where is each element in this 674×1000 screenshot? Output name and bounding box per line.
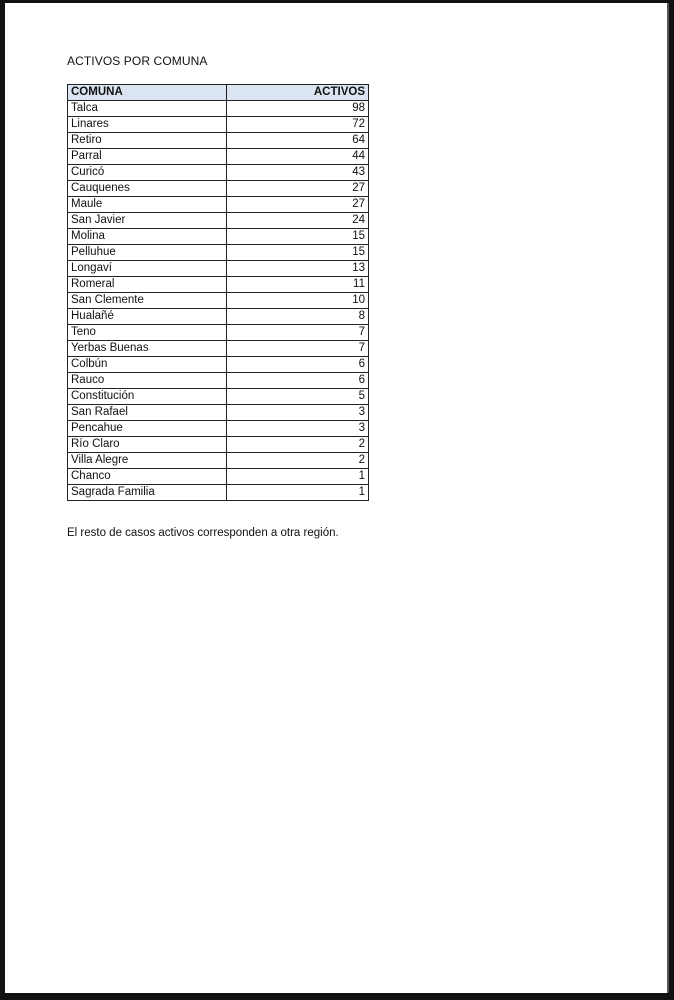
activos-cell: 10 bbox=[227, 293, 369, 309]
table-row bbox=[68, 309, 369, 325]
table-row bbox=[68, 245, 369, 261]
activos-cell: 2 bbox=[227, 453, 369, 469]
activos-cell: 44 bbox=[227, 149, 369, 165]
table-row bbox=[68, 405, 369, 421]
comuna-cell: Cauquenes bbox=[68, 181, 227, 197]
comuna-cell: San Javier bbox=[68, 213, 227, 229]
table-row bbox=[68, 357, 369, 373]
activos-cell: 43 bbox=[227, 165, 369, 181]
comuna-cell: Longaví bbox=[68, 261, 227, 277]
comuna-cell: Villa Alegre bbox=[68, 453, 227, 469]
activos-cell: 2 bbox=[227, 437, 369, 453]
table-row bbox=[68, 485, 369, 501]
comuna-cell: Rauco bbox=[68, 373, 227, 389]
comuna-cell: Maule bbox=[68, 197, 227, 213]
activos-cell: 6 bbox=[227, 357, 369, 373]
comuna-cell: Sagrada Familia bbox=[68, 485, 227, 501]
activos-table bbox=[67, 84, 369, 501]
comuna-cell: Pelluhue bbox=[68, 245, 227, 261]
document-page bbox=[5, 3, 669, 993]
table-row bbox=[68, 389, 369, 405]
comuna-cell: San Rafael bbox=[68, 405, 227, 421]
table-row bbox=[68, 101, 369, 117]
table-row bbox=[68, 181, 369, 197]
header-comuna: COMUNA bbox=[68, 85, 227, 101]
table-row bbox=[68, 229, 369, 245]
comuna-cell: Constitución bbox=[68, 389, 227, 405]
activos-cell: 3 bbox=[227, 421, 369, 437]
comuna-cell: Pencahue bbox=[68, 421, 227, 437]
comuna-cell: Retiro bbox=[68, 133, 227, 149]
table-row bbox=[68, 277, 369, 293]
activos-cell: 13 bbox=[227, 261, 369, 277]
table-row bbox=[68, 437, 369, 453]
header-activos: ACTIVOS bbox=[227, 85, 369, 101]
comuna-cell: Parral bbox=[68, 149, 227, 165]
activos-cell: 6 bbox=[227, 373, 369, 389]
table-row bbox=[68, 373, 369, 389]
comuna-cell: Romeral bbox=[68, 277, 227, 293]
table-row bbox=[68, 149, 369, 165]
activos-cell: 27 bbox=[227, 181, 369, 197]
comuna-cell: Molina bbox=[68, 229, 227, 245]
comuna-cell: Chanco bbox=[68, 469, 227, 485]
comuna-cell: Curicó bbox=[68, 165, 227, 181]
activos-cell: 64 bbox=[227, 133, 369, 149]
table-row bbox=[68, 469, 369, 485]
comuna-cell: Linares bbox=[68, 117, 227, 133]
comuna-cell: Talca bbox=[68, 101, 227, 117]
activos-cell: 11 bbox=[227, 277, 369, 293]
activos-cell: 98 bbox=[227, 101, 369, 117]
page-title: ACTIVOS POR COMUNA bbox=[67, 54, 208, 68]
activos-cell: 24 bbox=[227, 213, 369, 229]
footnote: El resto de casos activos corresponden a otra región. bbox=[67, 527, 339, 539]
table-row bbox=[68, 341, 369, 357]
table-row bbox=[68, 293, 369, 309]
table-row bbox=[68, 133, 369, 149]
table-row bbox=[68, 197, 369, 213]
comuna-cell: Río Claro bbox=[68, 437, 227, 453]
comuna-cell: San Clemente bbox=[68, 293, 227, 309]
activos-cell: 15 bbox=[227, 229, 369, 245]
activos-cell: 7 bbox=[227, 325, 369, 341]
activos-cell: 27 bbox=[227, 197, 369, 213]
table-header-row bbox=[68, 85, 369, 101]
table-row bbox=[68, 325, 369, 341]
activos-cell: 72 bbox=[227, 117, 369, 133]
table-row bbox=[68, 213, 369, 229]
table-row bbox=[68, 453, 369, 469]
activos-cell: 3 bbox=[227, 405, 369, 421]
activos-cell: 1 bbox=[227, 485, 369, 501]
table-row bbox=[68, 165, 369, 181]
comuna-cell: Hualañé bbox=[68, 309, 227, 325]
activos-cell: 7 bbox=[227, 341, 369, 357]
activos-cell: 5 bbox=[227, 389, 369, 405]
comuna-cell: Yerbas Buenas bbox=[68, 341, 227, 357]
activos-cell: 8 bbox=[227, 309, 369, 325]
comuna-cell: Teno bbox=[68, 325, 227, 341]
comuna-cell: Colbún bbox=[68, 357, 227, 373]
activos-cell: 15 bbox=[227, 245, 369, 261]
activos-cell: 1 bbox=[227, 469, 369, 485]
table-row bbox=[68, 117, 369, 133]
table-row bbox=[68, 421, 369, 437]
table-body bbox=[68, 101, 369, 501]
table-row bbox=[68, 261, 369, 277]
